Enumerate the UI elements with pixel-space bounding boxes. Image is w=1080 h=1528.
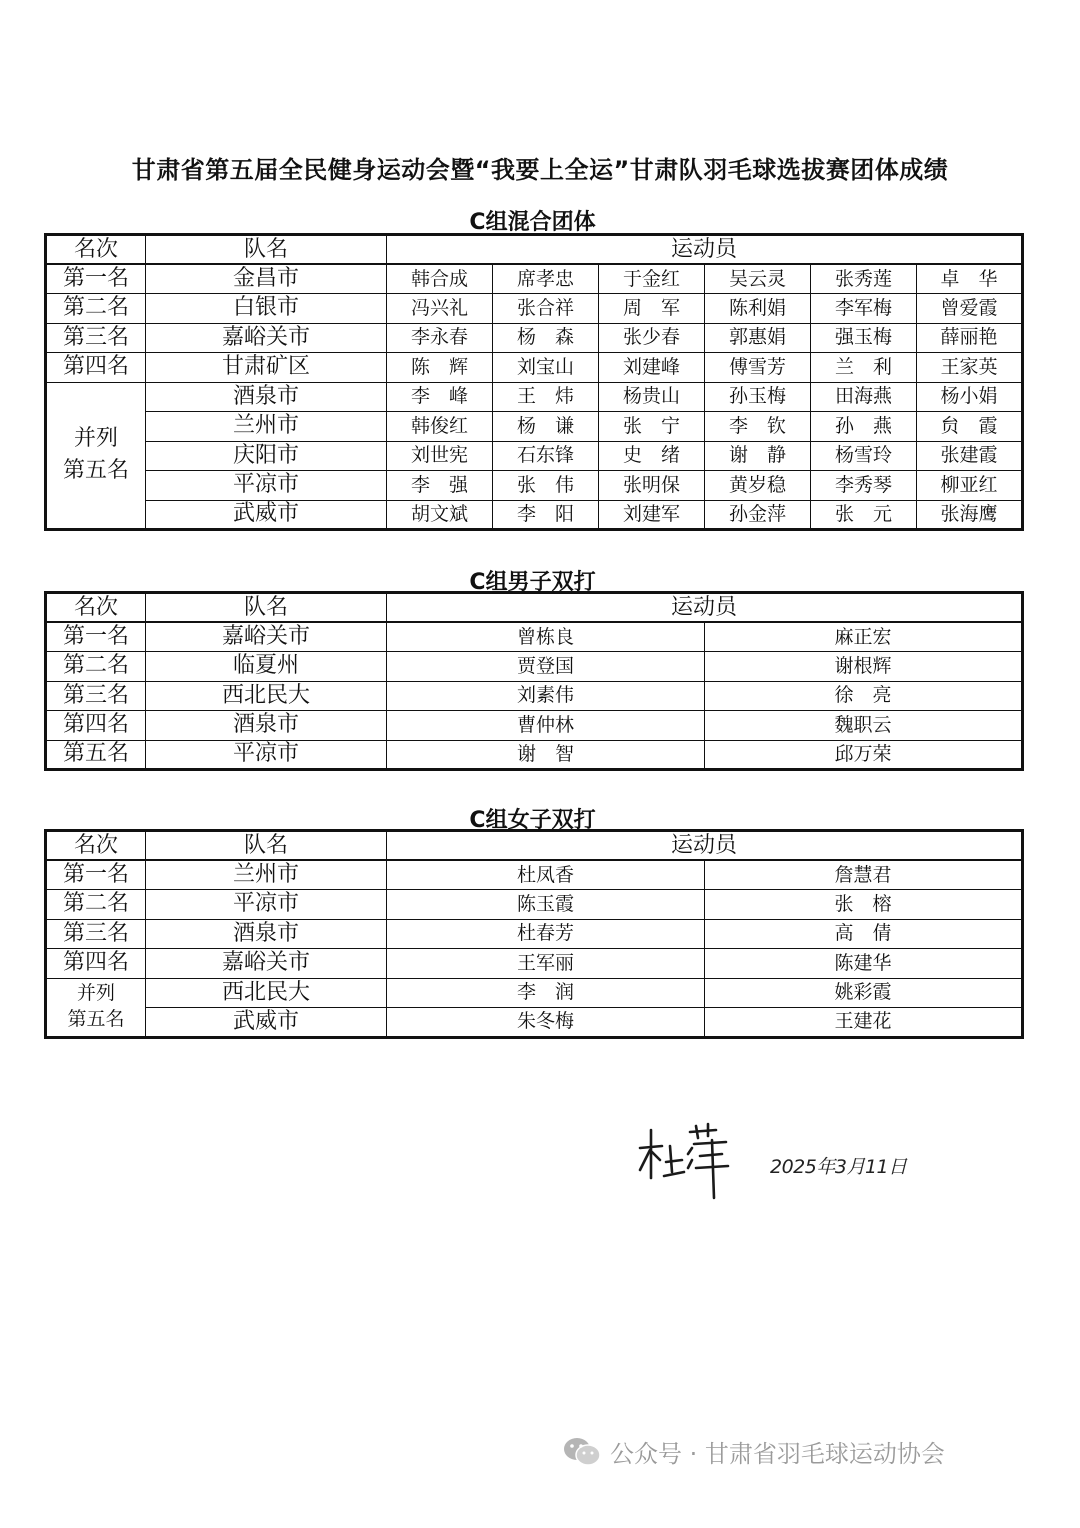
header-row — [46, 593, 1023, 623]
athlete-cell: 石东锋 — [493, 441, 599, 471]
table-row — [46, 412, 1023, 442]
athlete-cell: 张 伟 — [493, 471, 599, 501]
team-name-cell: 临夏州 — [146, 652, 387, 682]
athlete-cell: 王 炜 — [493, 382, 599, 412]
athlete-cell: 刘素伟 — [387, 681, 705, 711]
athlete-cell: 席孝忠 — [493, 264, 599, 294]
header-team: 队名 — [146, 831, 387, 861]
rank-cell: 第五名 — [46, 740, 146, 770]
athlete-cell: 王家英 — [917, 353, 1023, 383]
athlete-cell: 曹仲林 — [387, 711, 705, 741]
athlete-cell: 王建花 — [705, 1008, 1023, 1038]
athlete-cell: 王军丽 — [387, 949, 705, 979]
athlete-cell: 李永春 — [387, 323, 493, 353]
rank-cell: 第一名 — [46, 860, 146, 890]
mens-doubles-table — [44, 591, 1024, 771]
rank-cell: 第一名 — [46, 264, 146, 294]
watermark-text: 公众号 · 甘肃省羽毛球运动协会 — [610, 1440, 945, 1468]
rank-cell: 第二名 — [46, 890, 146, 920]
mens-doubles-title: C组男子双打 — [469, 570, 596, 595]
athlete-cell: 郭惠娟 — [705, 323, 811, 353]
table-row — [46, 949, 1023, 979]
athlete-cell: 李 钦 — [705, 412, 811, 442]
table-row — [46, 919, 1023, 949]
athlete-cell: 刘建峰 — [599, 353, 705, 383]
team-name-cell: 庆阳市 — [146, 441, 387, 471]
wechat-watermark — [562, 1434, 945, 1469]
athlete-cell: 黄岁稳 — [705, 471, 811, 501]
handwritten-signature — [636, 1120, 736, 1200]
athlete-cell: 柳亚红 — [917, 471, 1023, 501]
table-row — [46, 711, 1023, 741]
athlete-cell: 杨 森 — [493, 323, 599, 353]
athlete-cell: 谢 智 — [387, 740, 705, 770]
athlete-cell: 强玉梅 — [811, 323, 917, 353]
header-row — [46, 235, 1023, 265]
athlete-cell: 杨贵山 — [599, 382, 705, 412]
athlete-cell: 孙 燕 — [811, 412, 917, 442]
team-name-cell: 金昌市 — [146, 264, 387, 294]
athlete-cell: 韩合成 — [387, 264, 493, 294]
athlete-cell: 兰 利 — [811, 353, 917, 383]
team-name-cell: 兰州市 — [146, 412, 387, 442]
athlete-cell: 张合祥 — [493, 294, 599, 324]
athlete-cell: 张 榕 — [705, 890, 1023, 920]
table-row — [46, 890, 1023, 920]
table-row — [46, 323, 1023, 353]
header-athletes: 运动员 — [387, 831, 1023, 861]
athlete-cell: 徐 亮 — [705, 681, 1023, 711]
athlete-cell: 杨小娟 — [917, 382, 1023, 412]
mixed-team-table — [44, 233, 1024, 531]
rank-cell: 第四名 — [46, 711, 146, 741]
athlete-cell: 张秀莲 — [811, 264, 917, 294]
athlete-cell: 谢 静 — [705, 441, 811, 471]
athlete-cell: 李 润 — [387, 978, 705, 1008]
signature-date: 2025年3月11日 — [770, 1156, 907, 1178]
athlete-cell: 孙金萍 — [705, 500, 811, 530]
team-name-cell: 平凉市 — [146, 471, 387, 501]
document-title: 甘肃省第五届全民健身运动会暨“我要上全运”甘肃队羽毛球选拔赛团体成绩 — [131, 156, 949, 184]
header-row — [46, 831, 1023, 861]
athlete-cell: 李军梅 — [811, 294, 917, 324]
team-name-cell: 兰州市 — [146, 860, 387, 890]
table-row — [46, 441, 1023, 471]
team-name-cell: 平凉市 — [146, 740, 387, 770]
athlete-cell: 孙玉梅 — [705, 382, 811, 412]
athlete-cell: 朱冬梅 — [387, 1008, 705, 1038]
athlete-cell: 贠 霞 — [917, 412, 1023, 442]
table-row — [46, 353, 1023, 383]
table-row — [46, 740, 1023, 770]
tied-fifth-rank — [46, 382, 146, 530]
athlete-cell: 刘宝山 — [493, 353, 599, 383]
tied-rank-line: 第五名 — [67, 1008, 125, 1030]
tied-rank-line: 并列 — [76, 982, 115, 1005]
athlete-cell: 魏职云 — [705, 711, 1023, 741]
team-name-cell: 嘉峪关市 — [146, 323, 387, 353]
athlete-cell: 杨雪玲 — [811, 441, 917, 471]
athlete-cell: 姚彩霞 — [705, 978, 1023, 1008]
athlete-cell: 刘建军 — [599, 500, 705, 530]
rank-cell: 第三名 — [46, 919, 146, 949]
athlete-cell: 李 强 — [387, 471, 493, 501]
rank-cell: 第三名 — [46, 323, 146, 353]
athlete-cell: 张建霞 — [917, 441, 1023, 471]
athlete-cell: 谢根辉 — [705, 652, 1023, 682]
womens-doubles-table — [44, 829, 1024, 1039]
rank-cell: 第二名 — [46, 294, 146, 324]
header-rank: 名次 — [46, 831, 146, 861]
athlete-cell: 邱万荣 — [705, 740, 1023, 770]
rank-cell: 第四名 — [46, 949, 146, 979]
team-name-cell: 甘肃矿区 — [146, 353, 387, 383]
header-rank: 名次 — [46, 593, 146, 623]
athlete-cell: 李 阳 — [493, 500, 599, 530]
team-name-cell: 酒泉市 — [146, 711, 387, 741]
team-name-cell: 西北民大 — [146, 681, 387, 711]
table-row — [46, 681, 1023, 711]
athlete-cell: 张少春 — [599, 323, 705, 353]
team-name-cell: 平凉市 — [146, 890, 387, 920]
athlete-cell: 张 宁 — [599, 412, 705, 442]
team-name-cell: 酒泉市 — [146, 382, 387, 412]
table-row — [46, 500, 1023, 530]
athlete-cell: 周 军 — [599, 294, 705, 324]
athlete-cell: 吴云灵 — [705, 264, 811, 294]
athlete-cell: 李 峰 — [387, 382, 493, 412]
rank-cell: 第一名 — [46, 622, 146, 652]
athlete-cell: 薛丽艳 — [917, 323, 1023, 353]
athlete-cell: 刘世宪 — [387, 441, 493, 471]
header-team: 队名 — [146, 593, 387, 623]
athlete-cell: 张明保 — [599, 471, 705, 501]
athlete-cell: 陈利娟 — [705, 294, 811, 324]
athlete-cell: 卓 华 — [917, 264, 1023, 294]
athlete-cell: 贾登国 — [387, 652, 705, 682]
table-row — [46, 471, 1023, 501]
header-team: 队名 — [146, 235, 387, 265]
athlete-cell: 陈建华 — [705, 949, 1023, 979]
athlete-cell: 詹慧君 — [705, 860, 1023, 890]
tied-fifth-rank — [46, 978, 146, 1037]
table-row — [46, 264, 1023, 294]
table-row — [46, 294, 1023, 324]
athlete-cell: 杨 谦 — [493, 412, 599, 442]
team-name-cell: 西北民大 — [146, 978, 387, 1008]
tied-rank-line: 第五名 — [62, 458, 129, 484]
athlete-cell: 韩俊红 — [387, 412, 493, 442]
header-rank: 名次 — [46, 235, 146, 265]
rank-cell: 第三名 — [46, 681, 146, 711]
table-row — [46, 622, 1023, 652]
rank-cell: 第二名 — [46, 652, 146, 682]
team-name-cell: 酒泉市 — [146, 919, 387, 949]
team-name-cell: 武威市 — [146, 500, 387, 530]
athlete-cell: 陈 辉 — [387, 353, 493, 383]
athlete-cell: 于金红 — [599, 264, 705, 294]
athlete-cell: 高 倩 — [705, 919, 1023, 949]
table-row — [46, 382, 1023, 412]
athlete-cell: 史 绪 — [599, 441, 705, 471]
wechat-icon — [562, 1436, 602, 1468]
athlete-cell: 曾栋良 — [387, 622, 705, 652]
team-name-cell: 武威市 — [146, 1008, 387, 1038]
table-row — [46, 978, 1023, 1008]
athlete-cell: 胡文斌 — [387, 500, 493, 530]
athlete-cell: 田海燕 — [811, 382, 917, 412]
team-name-cell: 嘉峪关市 — [146, 622, 387, 652]
header-athletes: 运动员 — [387, 235, 1023, 265]
athlete-cell: 曾爱霞 — [917, 294, 1023, 324]
athlete-cell: 麻正宏 — [705, 622, 1023, 652]
athlete-cell: 冯兴礼 — [387, 294, 493, 324]
table-row — [46, 1008, 1023, 1038]
athlete-cell: 杜凤香 — [387, 860, 705, 890]
athlete-cell: 李秀琴 — [811, 471, 917, 501]
athlete-cell: 张海鹰 — [917, 500, 1023, 530]
mixed-team-title: C组混合团体 — [469, 210, 596, 235]
header-athletes: 运动员 — [387, 593, 1023, 623]
athlete-cell: 傅雪芳 — [705, 353, 811, 383]
athlete-cell: 张 元 — [811, 500, 917, 530]
athlete-cell: 陈玉霞 — [387, 890, 705, 920]
team-name-cell: 白银市 — [146, 294, 387, 324]
tied-rank-line: 并列 — [73, 426, 118, 452]
table-row — [46, 860, 1023, 890]
rank-cell: 第四名 — [46, 353, 146, 383]
womens-doubles-title: C组女子双打 — [469, 808, 596, 833]
table-row — [46, 652, 1023, 682]
athlete-cell: 杜春芳 — [387, 919, 705, 949]
team-name-cell: 嘉峪关市 — [146, 949, 387, 979]
